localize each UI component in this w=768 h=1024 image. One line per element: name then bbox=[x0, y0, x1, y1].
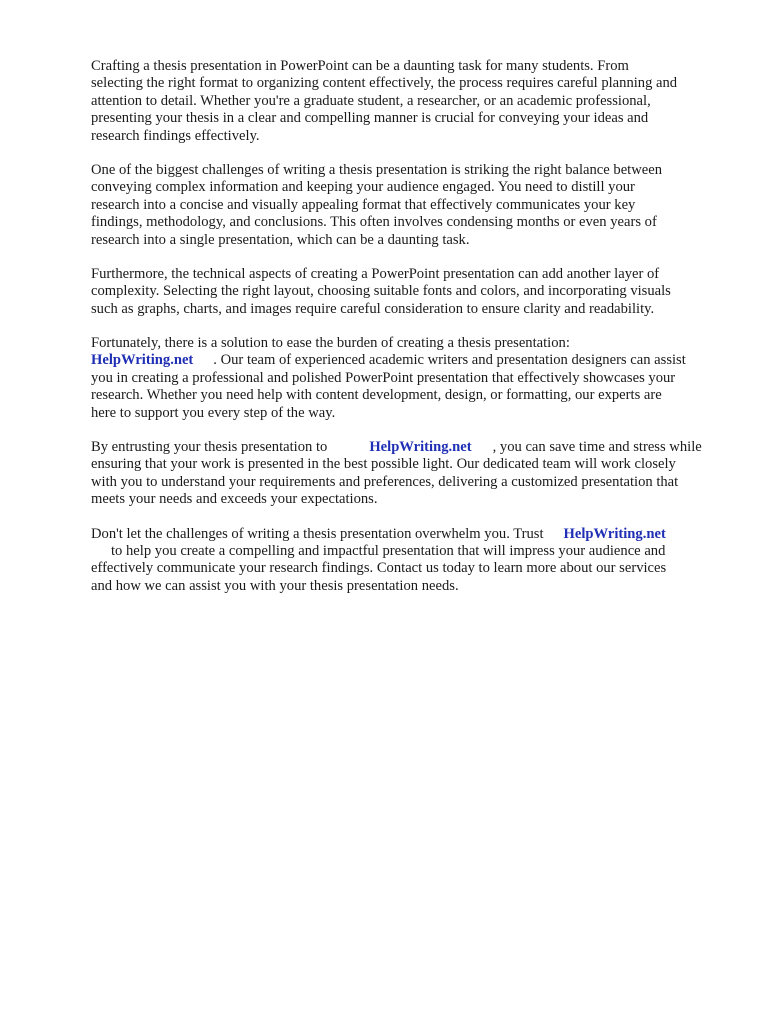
text-line bbox=[91, 439, 731, 456]
paragraph-trust bbox=[91, 526, 731, 596]
text-line: meets your needs and exceeds your expectations. bbox=[91, 491, 378, 508]
text-line: here to support you every step of the way. bbox=[91, 404, 336, 421]
helpwriting-link[interactable]: HelpWriting.net bbox=[563, 525, 666, 542]
text-line: research findings effectively. bbox=[91, 127, 260, 144]
text-line: such as graphs, charts, and images require careful consideration to ensure clarity and readability. bbox=[91, 300, 655, 317]
text-line: Crafting a thesis presentation in PowerPoint can be a daunting task for many students. From bbox=[91, 58, 629, 74]
text-line: and how we can assist you with your thesis presentation needs. bbox=[91, 577, 459, 594]
text-line: selecting the right format to organizing content effectively, the process requires careful planning and bbox=[91, 75, 678, 92]
paragraph-intro bbox=[91, 58, 731, 145]
text-fragment: , you can save time and stress while bbox=[492, 439, 702, 456]
text-line: research. Whether you need help with content development, design, or formatting, our experts are bbox=[91, 387, 662, 404]
helpwriting-link[interactable]: HelpWriting.net bbox=[91, 352, 194, 369]
text-line: research into a concise and visually appealing format that effectively communicates your key bbox=[91, 196, 636, 213]
document-body bbox=[91, 58, 731, 612]
text-line bbox=[91, 352, 731, 369]
text-line: ensuring that your work is presented in the best possible light. Our dedicated team will work closely bbox=[91, 456, 676, 473]
text-line: presenting your thesis in a clear and compelling manner is crucial for conveying your ideas and bbox=[91, 110, 649, 127]
text-line: with you to understand your requirements and preferences, delivering a customized presentation that bbox=[91, 473, 679, 490]
text-line: attention to detail. Whether you're a graduate student, a researcher, or an academic professional, bbox=[91, 92, 651, 109]
text-line: Fortunately, there is a solution to ease the burden of creating a thesis presentation: bbox=[91, 335, 570, 352]
text-line: Furthermore, the technical aspects of creating a PowerPoint presentation can add another layer of bbox=[91, 265, 660, 282]
text-fragment: . Our team of experienced academic writers and presentation designers can assist bbox=[213, 352, 686, 369]
text-fragment: Don't let the challenges of writing a thesis presentation overwhelm you. Trust bbox=[91, 525, 544, 542]
text-line bbox=[91, 526, 731, 543]
text-line: One of the biggest challenges of writing a thesis presentation is striking the right balance between bbox=[91, 161, 663, 178]
text-line: complexity. Selecting the right layout, choosing suitable fonts and colors, and incorporating visuals bbox=[91, 283, 671, 300]
paragraph-solution bbox=[91, 335, 731, 422]
text-line: to help you create a compelling and impactful presentation that will impress your audience and bbox=[111, 542, 666, 559]
paragraph-challenges bbox=[91, 162, 731, 249]
paragraph-technical bbox=[91, 266, 731, 318]
text-line: effectively communicate your research findings. Contact us today to learn more about our services bbox=[91, 560, 667, 577]
text-fragment: By entrusting your thesis presentation to bbox=[91, 439, 328, 456]
text-line: findings, methodology, and conclusions. This often involves condensing months or even years of bbox=[91, 214, 657, 231]
helpwriting-link[interactable]: HelpWriting.net bbox=[369, 439, 472, 456]
paragraph-entrust bbox=[91, 439, 731, 509]
text-line: research into a single presentation, which can be a daunting task. bbox=[91, 231, 470, 248]
text-line: you in creating a professional and polished PowerPoint presentation that effectively showcases your bbox=[91, 369, 676, 386]
text-line: conveying complex information and keeping your audience engaged. You need to distill your bbox=[91, 179, 635, 196]
